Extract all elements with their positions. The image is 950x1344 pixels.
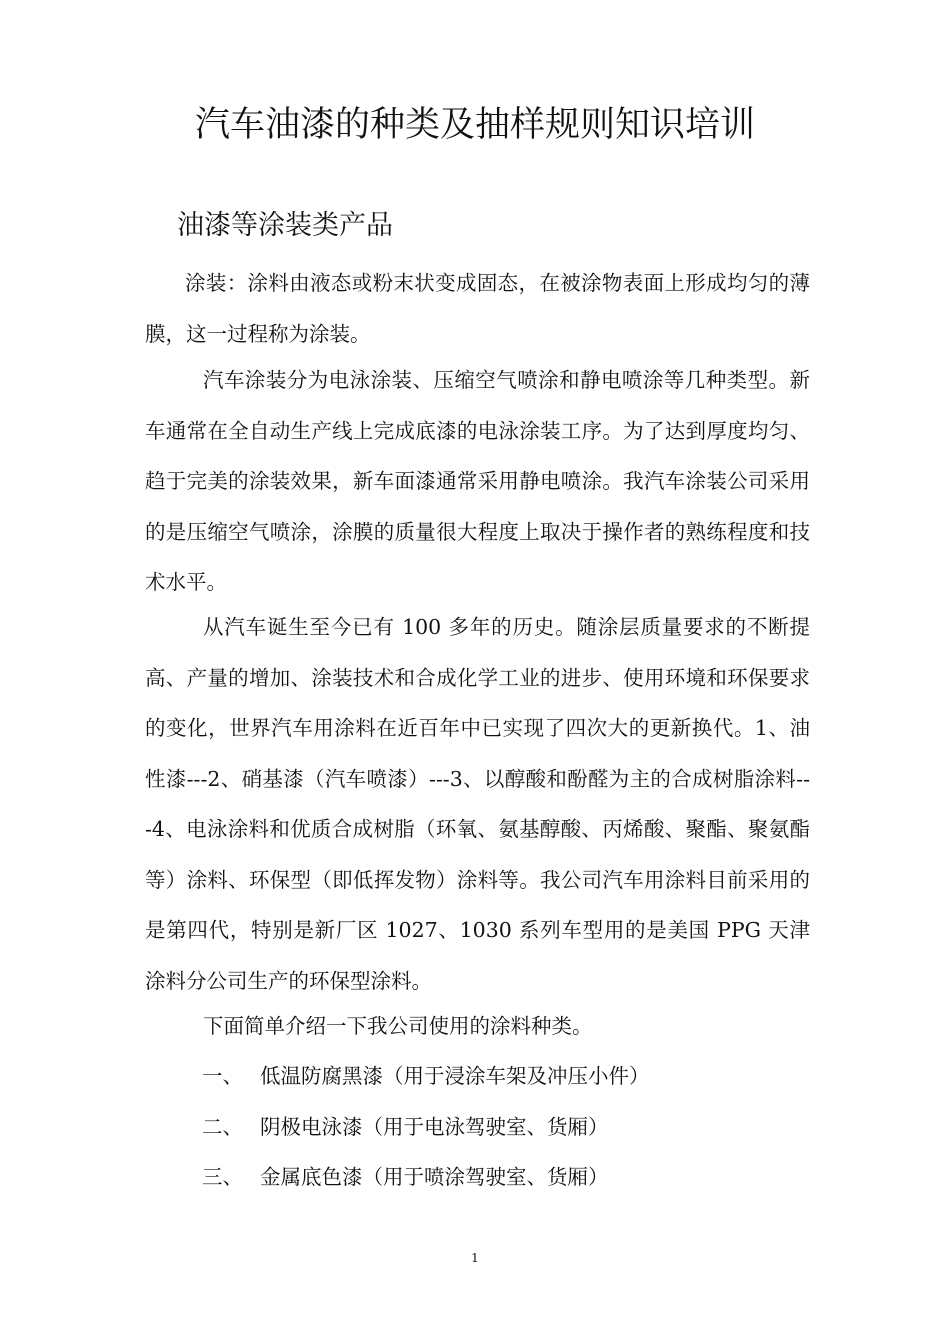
list-item-text: 低温防腐黑漆（用于浸涂车架及冲压小件） — [260, 1064, 650, 1088]
paragraph-coating-definition: 涂装：涂料由液态或粉末状变成固态，在被涂物表面上形成均匀的薄膜，这一过程称为涂装。 — [145, 271, 810, 346]
list-item-number: 二、 — [202, 1114, 243, 1139]
list-item — [202, 1102, 650, 1153]
paragraph-coating-types: 汽车涂装分为电泳涂装、压缩空气喷涂和静电喷涂等几种类型。新车通常在全自动生产线上完成底漆的电泳涂装工序。为了达到厚度均匀、趋于完美的涂装效果，新车面漆通常采用静电喷涂。我汽车涂装公司采用的是压缩空气喷涂，涂膜的质量很大程度上取决于操作者的熟练程度和技术水平。 — [145, 368, 810, 594]
paragraph-coating-history: 从汽车诞生至今已有 100 多年的历史。随涂层质量要求的不断提高、产量的增加、涂装技术和合成化学工业的进步、使用环境和环保要求的变化，世界汽车用涂料在近百年中已实现了四次大的更新换代。1、油性漆---2、硝基漆（汽车喷漆）---3、以醇酸和酚醛为主的合成树脂涂料---4、电泳涂料和优质合成树脂（环氧、氨基醇酸、丙烯酸、聚酯、聚氨酯等）涂料、环保型（即低挥发物）涂料等。我公司汽车用涂料目前采用的是第四代，特别是新厂区 1027、1030 系列车型用的是美国 PPG 天津涂料分公司生产的环保型涂料。 — [145, 615, 810, 993]
list-item-number: 一、 — [202, 1064, 243, 1088]
section-heading: 油漆等涂装类产品 — [177, 210, 393, 241]
list-item — [202, 1152, 650, 1203]
list-item-text: 阴极电泳漆（用于电泳驾驶室、货厢） — [260, 1114, 609, 1139]
paint-type-list — [202, 1051, 650, 1203]
document-title: 汽车油漆的种类及抽样规则知识培训 — [194, 105, 755, 145]
list-item-text: 金属底色漆（用于喷涂驾驶室、货厢） — [260, 1165, 609, 1189]
list-item — [202, 1051, 650, 1102]
paragraph-intro-list: 下面简单介绍一下我公司使用的涂料种类。 — [203, 1014, 593, 1038]
list-item-number: 三、 — [202, 1165, 243, 1189]
page-number: 1 — [471, 1251, 479, 1265]
